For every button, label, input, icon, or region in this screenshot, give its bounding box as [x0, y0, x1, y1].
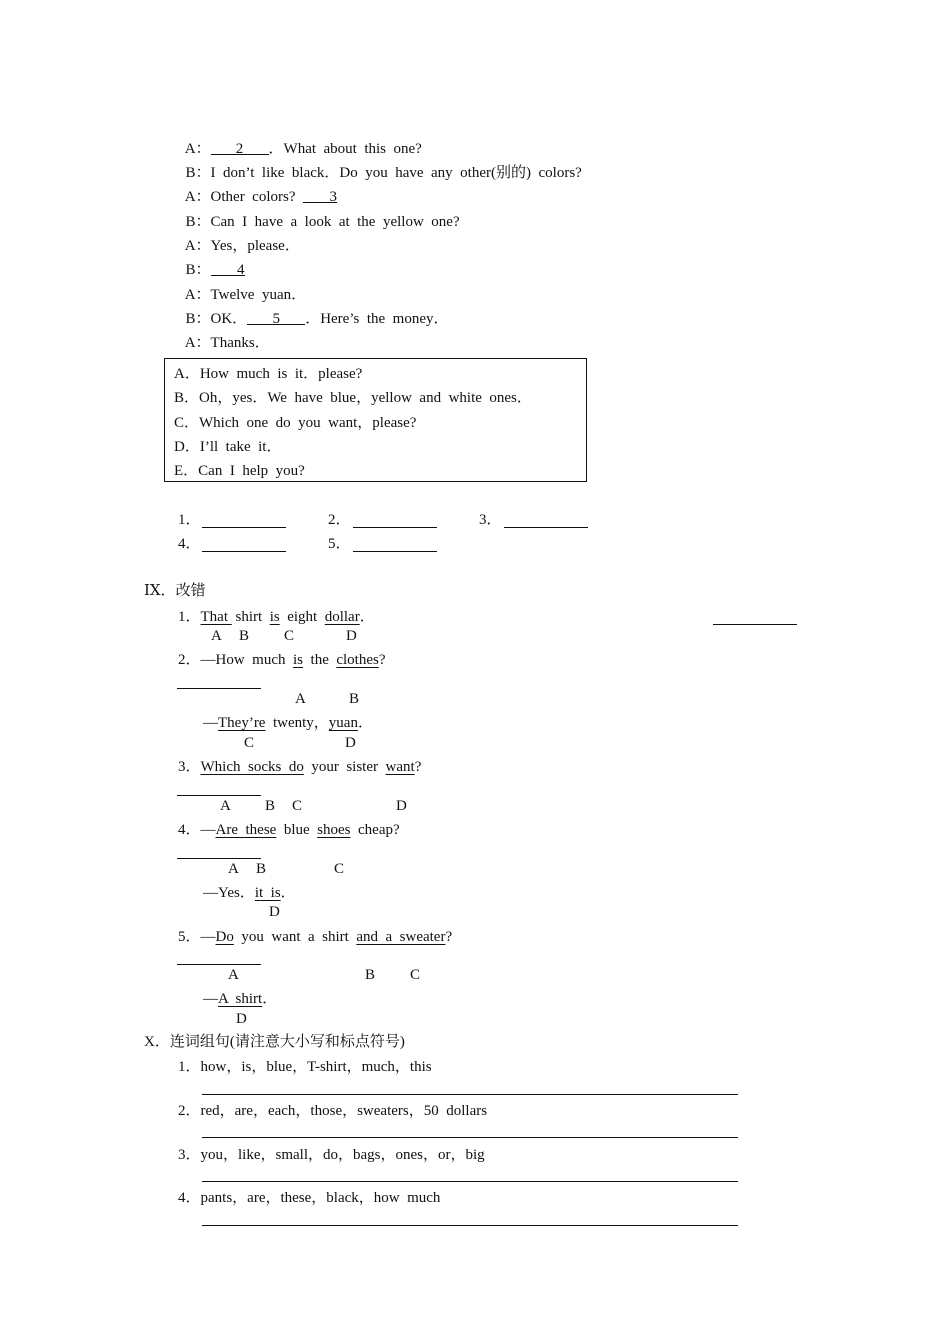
reorder-answer-line-4[interactable] [202, 1225, 738, 1226]
q5-answer-blank[interactable] [177, 964, 261, 965]
q1-letter-c: C [284, 628, 295, 644]
reorder-answer-line-1[interactable] [202, 1094, 738, 1095]
answer-blank-2[interactable] [353, 527, 437, 528]
option-a: A．How much is it．please? [174, 366, 363, 382]
option-e: E．Can I help you? [174, 463, 305, 479]
q4-letter-b: B [256, 861, 267, 877]
q3-letter-b: B [265, 798, 276, 814]
dialogue-line-4: B：Can I have a look at the yellow one? [185, 214, 460, 230]
q1-letter-a: A [211, 628, 222, 644]
section-10-title: X．连词组句(请注意大小写和标点符号) [144, 1034, 405, 1050]
answer-label-5: 5． [328, 536, 351, 552]
q5-sentence: 5．—Do you want a shirt and a sweater? [178, 929, 453, 945]
section-9-title: ⅠⅩ．改错 [144, 583, 206, 599]
dialogue-line-8: B：OK． 5 ．Here’s the money． [185, 311, 449, 327]
q5-letter-d: D [236, 1011, 247, 1027]
option-c: C．Which one do you want，please? [174, 415, 417, 431]
q3-sentence: 3．Which socks do your sister want? [178, 759, 422, 775]
reorder-answer-line-3[interactable] [202, 1181, 738, 1182]
speaker: A： [184, 141, 211, 157]
answer-label-2: 2． [328, 512, 351, 528]
q4-letter-d: D [269, 904, 280, 920]
q2-reply: —They’re twenty，yuan． [203, 715, 373, 731]
answer-blank[interactable]: 4 [211, 261, 245, 276]
q1-answer-blank[interactable] [713, 624, 797, 625]
answer-label-1: 1． [178, 512, 201, 528]
q2-sentence: 2．—How much is the clothes? [178, 652, 386, 668]
q5-reply: —A shirt． [203, 991, 278, 1007]
answer-label-4: 4． [178, 536, 201, 552]
dialogue-line-6: B： 4 [185, 262, 245, 278]
answer-blank-1[interactable] [202, 527, 286, 528]
answer-blank[interactable]: 5 [247, 310, 305, 325]
dialogue-line-1: A： 2 ．What about this one? [184, 141, 422, 157]
dialogue-line-9: A：Thanks． [184, 335, 270, 351]
answer-blank-5[interactable] [353, 551, 437, 552]
q4-reply: —Yes．it is． [203, 885, 296, 901]
q1-sentence: 1．That shirt is eight dollar． [178, 609, 375, 625]
answer-blank-4[interactable] [202, 551, 286, 552]
q3-letter-a: A [220, 798, 231, 814]
q5-letter-c: C [410, 967, 421, 983]
q4-answer-blank[interactable] [177, 858, 261, 859]
q5-letter-b: B [365, 967, 376, 983]
q4-letter-c: C [334, 861, 345, 877]
option-d: D．I’ll take it． [174, 439, 282, 455]
q1-letter-d: D [346, 628, 357, 644]
q2-letter-a: A [295, 691, 306, 707]
q3-letter-c: C [292, 798, 303, 814]
q2-letter-d: D [345, 735, 356, 751]
reorder-item-4: 4．pants，are，these，black，how much [178, 1190, 441, 1206]
dialogue-line-7: A：Twelve yuan． [184, 287, 307, 303]
reorder-item-2: 2．red，are，each，those，sweaters，50 dollars [178, 1103, 488, 1119]
q2-answer-blank[interactable] [177, 688, 261, 689]
answer-blank[interactable]: 3 [303, 188, 337, 203]
answer-blank[interactable]: 2 [211, 140, 269, 155]
q5-letter-a: A [228, 967, 239, 983]
option-b: B．Oh，yes．We have blue，yellow and white ones． [174, 390, 532, 406]
q2-letter-c: C [244, 735, 255, 751]
reorder-item-1: 1．how，is，blue，T-shirt，much，this [178, 1059, 432, 1075]
answer-label-3: 3． [479, 512, 502, 528]
q4-sentence: 4．—Are these blue shoes cheap? [178, 822, 400, 838]
answer-blank-3[interactable] [504, 527, 588, 528]
reorder-item-3: 3．you，like，small，do，bags，ones，or，big [178, 1147, 485, 1163]
q1-letter-b: B [239, 628, 250, 644]
dialogue-line-2: B：I don’t like black．Do you have any other(别的) colors? [185, 165, 582, 181]
q2-letter-b: B [349, 691, 360, 707]
q4-letter-a: A [228, 861, 239, 877]
dialogue-line-5: A：Yes，please． [184, 238, 300, 254]
reorder-answer-line-2[interactable] [202, 1137, 738, 1138]
q3-answer-blank[interactable] [177, 795, 261, 796]
dialogue-line-3: A：Other colors? 3 [184, 189, 337, 205]
q3-letter-d: D [396, 798, 407, 814]
